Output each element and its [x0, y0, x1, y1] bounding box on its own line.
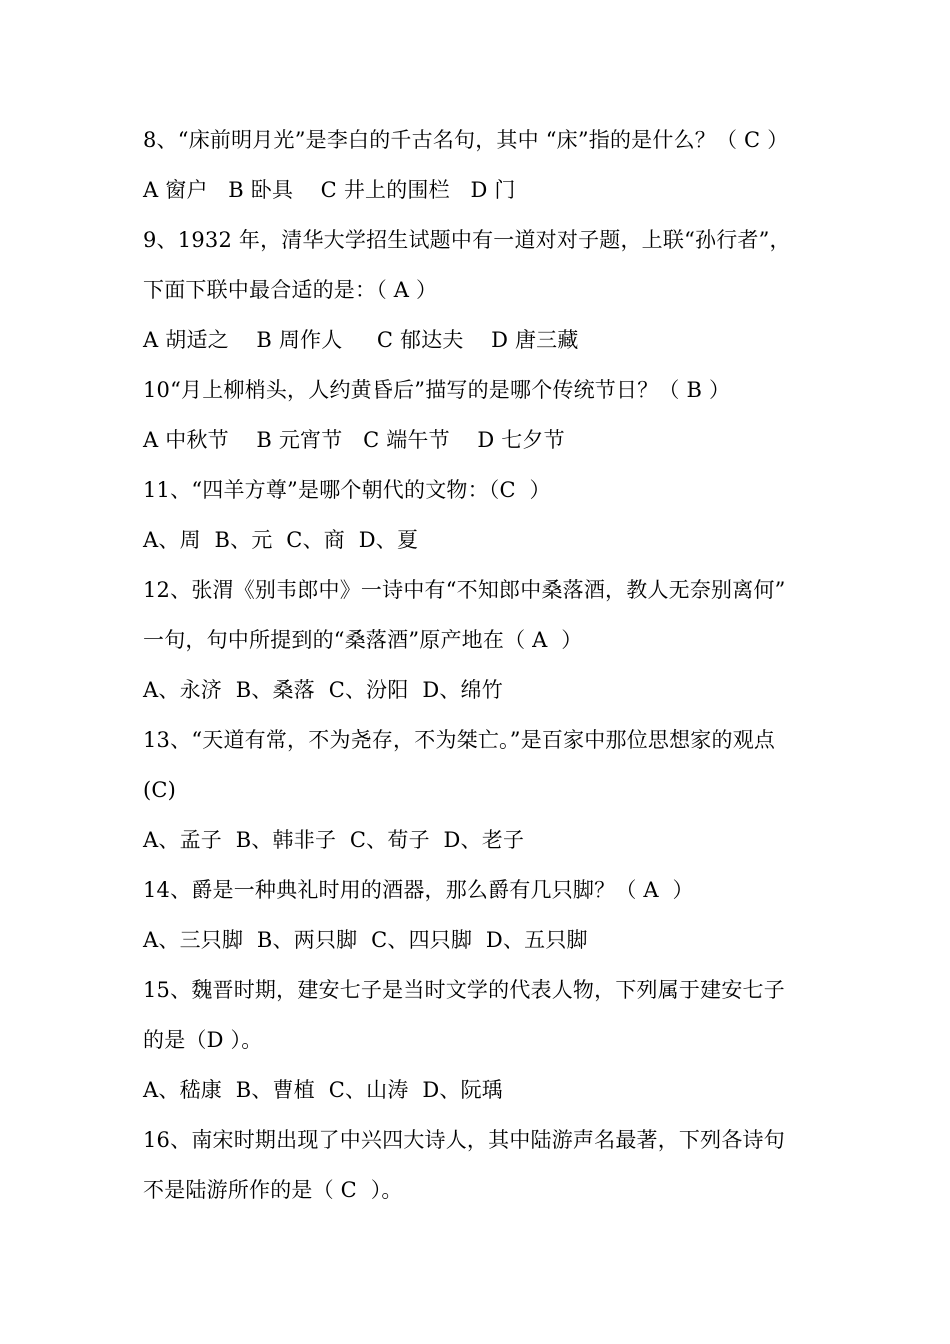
- q15-question-continued: 的是（D ）。: [143, 1028, 263, 1052]
- q8-options: A 窗户 B 卧具 C 井上的围栏 D 门: [143, 178, 516, 202]
- q9-question: 9、1932 年，清华大学招生试题中有一道对对子题，上联“孙行者”，: [143, 228, 791, 252]
- q10-question: 10“月上柳梢头，人约黄昏后”描写的是哪个传统节日？（ B ）: [143, 378, 731, 402]
- q9-options: A 胡适之 B 周作人 C 郁达夫 D 唐三藏: [143, 328, 579, 352]
- q10-options: A 中秋节 B 元宵节 C 端午节 D 七夕节: [143, 428, 565, 452]
- q16-question: 16、南宋时期出现了中兴四大诗人，其中陆游声名最著，下列各诗句: [143, 1128, 785, 1152]
- q14-options: A、三只脚 B、两只脚 C、四只脚 D、五只脚: [143, 928, 588, 952]
- q12-options: A、永济 B、桑落 C、汾阳 D、绵竹: [143, 678, 503, 702]
- q13-question: 13、“天道有常，不为尧存，不为桀亡。”是百家中那位思想家的观点: [143, 728, 776, 752]
- q12-question: 12、张渭《别韦郎中》一诗中有“不知郎中桑落酒，教人无奈别离何”: [143, 578, 786, 602]
- q14-question: 14、爵是一种典礼时用的酒器，那么爵有几只脚？（ A ）: [143, 878, 694, 902]
- q11-options: A、周 B、元 C、商 D、夏: [143, 528, 419, 552]
- q13-options: A、孟子 B、韩非子 C、荀子 D、老子: [143, 828, 525, 852]
- q15-question: 15、魏晋时期，建安七子是当时文学的代表人物，下列属于建安七子: [143, 978, 785, 1002]
- question-list: [143, 115, 823, 1215]
- q15-options: A、嵇康 B、曹植 C、山涛 D、阮瑀: [143, 1078, 503, 1102]
- q8-question: 8、“床前明月光”是李白的千古名句，其中 “床”指的是什么？（ C ）: [143, 128, 789, 152]
- q13-answer: (C): [143, 778, 177, 802]
- q9-question-continued: 下面下联中最合适的是：（ A ）: [143, 278, 438, 302]
- q12-question-continued: 一句，句中所提到的“桑落酒”原产地在（ A ）: [143, 628, 583, 652]
- q11-question: 11、“四羊方尊”是哪个朝代的文物：（C ）: [143, 478, 551, 502]
- q16-question-continued: 不是陆游所作的是（ C ）。: [143, 1178, 403, 1202]
